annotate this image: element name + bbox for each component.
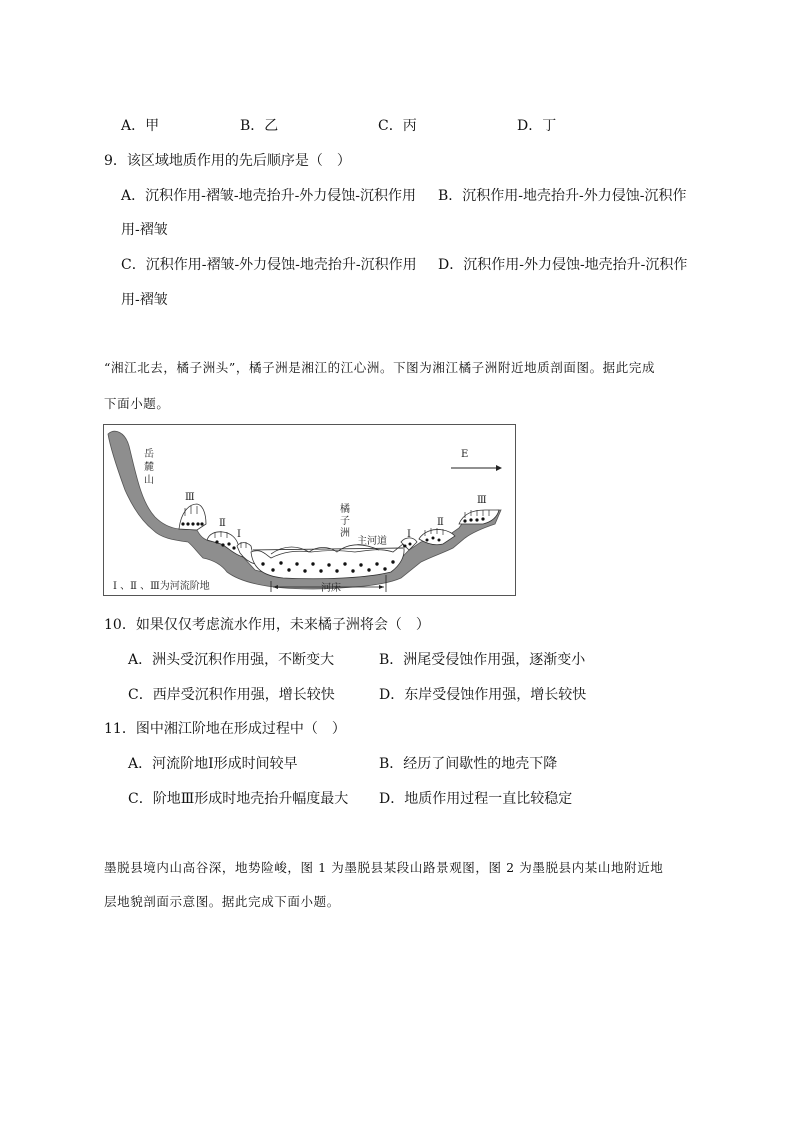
right-terrace-ii-label: Ⅱ	[437, 517, 444, 528]
q8-option-c: C．丙	[378, 118, 417, 134]
q10-option-c: C．西岸受沉积作用强，增长较快	[128, 687, 335, 703]
island-label-3: 洲	[340, 528, 350, 539]
q11-stem: 11．图中湘江阶地在形成过程中（ ）	[104, 721, 346, 737]
q10-option-b: B．洲尾受侵蚀作用强，逐渐变小	[379, 652, 586, 668]
left-terrace-i-label: Ⅰ	[237, 529, 241, 540]
left-terrace-iii-label: Ⅲ	[185, 492, 195, 503]
right-terrace-iii-label: Ⅲ	[477, 495, 487, 506]
terrace-legend: Ⅰ 、Ⅱ 、Ⅲ为河流阶地	[113, 581, 210, 592]
q10-option-d: D．东岸受侵蚀作用强，增长较快	[379, 687, 587, 703]
q8-option-b: B．乙	[240, 118, 279, 134]
main-channel-label: 主河道	[357, 536, 387, 547]
q11-option-b: B．经历了间歇性的地壳下降	[379, 756, 558, 772]
direction-label: E	[461, 449, 469, 460]
intro-paragraph-2-line-1: 墨脱县境内山高谷深，地势险峻，图 1 为墨脱县某段山路景观图，图 2 为墨脱县内某山地附近地	[104, 860, 664, 875]
q8-option-d: D．丁	[517, 118, 557, 134]
intro-paragraph-1-line-1: “湘江北去，橘子洲头”，橘子洲是湘江的江心洲。下图为湘江橘子洲附近地质剖面图。据此完成	[104, 360, 656, 375]
mountain-label-2: 麓	[144, 462, 154, 473]
left-terrace-ii-label: Ⅱ	[219, 518, 226, 529]
q9-option-a: A．沉积作用-褶皱-地壳抬升-外力侵蚀-沉积作用	[121, 188, 417, 204]
q11-option-c: C．阶地Ⅲ形成时地壳抬升幅度最大	[128, 791, 349, 807]
q9-stem: 9．该区域地质作用的先后顺序是（ ）	[104, 153, 351, 169]
intro-paragraph-1-line-2: 下面小题。	[104, 396, 170, 411]
q9-option-d-continued: 用-褶皱	[121, 292, 168, 308]
q9-option-d: D．沉积作用-外力侵蚀-地壳抬升-沉积作	[438, 257, 688, 273]
q8-option-a: A．甲	[121, 118, 160, 134]
geological-cross-section-figure	[103, 424, 516, 596]
q10-stem: 10．如果仅仅考虑流水作用，未来橘子洲将会（ ）	[104, 617, 430, 633]
q11-option-a: A．河流阶地Ⅰ形成时间较早	[128, 756, 298, 772]
q11-option-d: D．地质作用过程一直比较稳定	[379, 791, 573, 807]
mountain-label-1: 岳	[144, 449, 154, 460]
q9-option-b-continued: 用-褶皱	[121, 222, 168, 238]
q10-option-a: A．洲头受沉积作用强，不断变大	[128, 652, 335, 668]
intro-paragraph-2-line-2: 层地貌剖面示意图。据此完成下面小题。	[104, 894, 340, 909]
island-label-1: 橘	[340, 504, 350, 515]
island-label-2: 子	[340, 516, 350, 527]
riverbed-label: 河床	[321, 583, 341, 594]
right-terrace-i-label: Ⅰ	[407, 529, 411, 540]
mountain-label-3: 山	[144, 475, 154, 486]
q9-option-b: B．沉积作用-地壳抬升-外力侵蚀-沉积作	[438, 188, 687, 204]
q9-option-c: C．沉积作用-褶皱-外力侵蚀-地壳抬升-沉积作用	[121, 257, 417, 273]
